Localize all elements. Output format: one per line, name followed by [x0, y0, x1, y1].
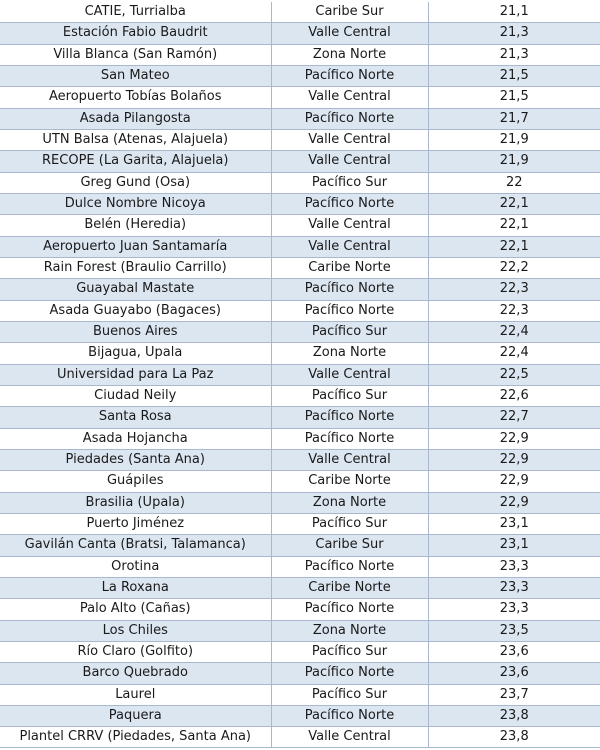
station-name-cell: Orotina — [0, 556, 271, 577]
region-cell: Pacífico Norte — [271, 556, 428, 577]
value-cell: 22,6 — [428, 385, 600, 406]
region-cell: Caribe Norte — [271, 577, 428, 598]
table-row — [0, 727, 600, 748]
region-cell: Zona Norte — [271, 620, 428, 641]
region-cell: Valle Central — [271, 727, 428, 748]
table-row — [0, 172, 600, 193]
table-row — [0, 87, 600, 108]
value-cell: 22,3 — [428, 279, 600, 300]
station-name-cell: Laurel — [0, 684, 271, 705]
region-cell: Pacífico Norte — [271, 428, 428, 449]
value-cell: 23,5 — [428, 620, 600, 641]
station-name-cell: Santa Rosa — [0, 407, 271, 428]
region-cell: Caribe Norte — [271, 257, 428, 278]
station-name-cell: Los Chiles — [0, 620, 271, 641]
station-name-cell: Asada Hojancha — [0, 428, 271, 449]
value-cell: 21,5 — [428, 87, 600, 108]
table-row — [0, 236, 600, 257]
table-row — [0, 343, 600, 364]
region-cell: Valle Central — [271, 151, 428, 172]
station-name-cell: Rain Forest (Braulio Carrillo) — [0, 257, 271, 278]
table-row — [0, 535, 600, 556]
table-row — [0, 151, 600, 172]
station-name-cell: Brasilia (Upala) — [0, 492, 271, 513]
region-cell: Pacífico Norte — [271, 193, 428, 214]
value-cell: 22 — [428, 172, 600, 193]
region-cell: Pacífico Sur — [271, 321, 428, 342]
table-row — [0, 257, 600, 278]
table-row — [0, 663, 600, 684]
station-name-cell: Plantel CRRV (Piedades, Santa Ana) — [0, 727, 271, 748]
value-cell: 21,3 — [428, 23, 600, 44]
region-cell: Pacífico Norte — [271, 279, 428, 300]
value-cell: 22,9 — [428, 471, 600, 492]
region-cell: Pacífico Sur — [271, 641, 428, 662]
value-cell: 22,4 — [428, 321, 600, 342]
table-row — [0, 556, 600, 577]
table-row — [0, 364, 600, 385]
station-name-cell: San Mateo — [0, 65, 271, 86]
value-cell: 23,3 — [428, 577, 600, 598]
value-cell: 22,1 — [428, 236, 600, 257]
station-name-cell: Barco Quebrado — [0, 663, 271, 684]
value-cell: 22,9 — [428, 428, 600, 449]
table-row — [0, 44, 600, 65]
table-row — [0, 65, 600, 86]
table-row — [0, 620, 600, 641]
region-cell: Pacífico Norte — [271, 407, 428, 428]
table-row — [0, 385, 600, 406]
value-cell: 22,9 — [428, 492, 600, 513]
region-cell: Pacífico Sur — [271, 684, 428, 705]
table-row — [0, 108, 600, 129]
station-temperature-table — [0, 2, 600, 748]
table-row — [0, 428, 600, 449]
station-name-cell: Guayabal Mastate — [0, 279, 271, 300]
region-cell: Pacífico Norte — [271, 65, 428, 86]
station-name-cell: Aeropuerto Tobías Bolaños — [0, 87, 271, 108]
region-cell: Pacífico Norte — [271, 108, 428, 129]
value-cell: 21,3 — [428, 44, 600, 65]
station-name-cell: RECOPE (La Garita, Alajuela) — [0, 151, 271, 172]
station-name-cell: Ciudad Neily — [0, 385, 271, 406]
table-row — [0, 321, 600, 342]
region-cell: Pacífico Norte — [271, 705, 428, 726]
value-cell: 22,7 — [428, 407, 600, 428]
table-row — [0, 449, 600, 470]
value-cell: 23,8 — [428, 727, 600, 748]
station-name-cell: Universidad para La Paz — [0, 364, 271, 385]
station-name-cell: Asada Pilangosta — [0, 108, 271, 129]
region-cell: Pacífico Norte — [271, 300, 428, 321]
station-name-cell: Estación Fabio Baudrit — [0, 23, 271, 44]
value-cell: 23,6 — [428, 641, 600, 662]
station-name-cell: Palo Alto (Cañas) — [0, 599, 271, 620]
value-cell: 22,3 — [428, 300, 600, 321]
station-name-cell: Gavilán Canta (Bratsi, Talamanca) — [0, 535, 271, 556]
value-cell: 23,1 — [428, 513, 600, 534]
value-cell: 22,1 — [428, 215, 600, 236]
table-row — [0, 300, 600, 321]
value-cell: 22,9 — [428, 449, 600, 470]
station-name-cell: CATIE, Turrialba — [0, 2, 271, 23]
station-name-cell: Guápiles — [0, 471, 271, 492]
table-row — [0, 471, 600, 492]
table-body — [0, 2, 600, 748]
value-cell: 23,3 — [428, 556, 600, 577]
region-cell: Caribe Sur — [271, 535, 428, 556]
table-row — [0, 23, 600, 44]
table-row — [0, 492, 600, 513]
station-name-cell: Greg Gund (Osa) — [0, 172, 271, 193]
value-cell: 22,4 — [428, 343, 600, 364]
region-cell: Pacífico Norte — [271, 663, 428, 684]
table-row — [0, 599, 600, 620]
value-cell: 22,2 — [428, 257, 600, 278]
table-row — [0, 641, 600, 662]
region-cell: Pacífico Sur — [271, 513, 428, 534]
station-name-cell: Bijagua, Upala — [0, 343, 271, 364]
station-name-cell: Asada Guayabo (Bagaces) — [0, 300, 271, 321]
value-cell: 21,1 — [428, 2, 600, 23]
region-cell: Pacífico Norte — [271, 599, 428, 620]
table-row — [0, 193, 600, 214]
value-cell: 21,5 — [428, 65, 600, 86]
value-cell: 21,9 — [428, 129, 600, 150]
value-cell: 21,7 — [428, 108, 600, 129]
table-row — [0, 129, 600, 150]
region-cell: Valle Central — [271, 449, 428, 470]
region-cell: Valle Central — [271, 215, 428, 236]
station-name-cell: Piedades (Santa Ana) — [0, 449, 271, 470]
station-name-cell: UTN Balsa (Atenas, Alajuela) — [0, 129, 271, 150]
value-cell: 23,1 — [428, 535, 600, 556]
station-name-cell: Aeropuerto Juan Santamaría — [0, 236, 271, 257]
region-cell: Pacífico Sur — [271, 172, 428, 193]
table-row — [0, 2, 600, 23]
region-cell: Zona Norte — [271, 44, 428, 65]
region-cell: Zona Norte — [271, 343, 428, 364]
value-cell: 23,7 — [428, 684, 600, 705]
station-name-cell: Buenos Aires — [0, 321, 271, 342]
station-name-cell: Paquera — [0, 705, 271, 726]
table-row — [0, 215, 600, 236]
station-name-cell: Dulce Nombre Nicoya — [0, 193, 271, 214]
table-row — [0, 279, 600, 300]
table-row — [0, 407, 600, 428]
value-cell: 22,5 — [428, 364, 600, 385]
table-row — [0, 577, 600, 598]
region-cell: Valle Central — [271, 23, 428, 44]
table-row — [0, 684, 600, 705]
region-cell: Caribe Norte — [271, 471, 428, 492]
value-cell: 23,8 — [428, 705, 600, 726]
station-name-cell: Belén (Heredia) — [0, 215, 271, 236]
region-cell: Pacífico Sur — [271, 385, 428, 406]
station-name-cell: La Roxana — [0, 577, 271, 598]
region-cell: Valle Central — [271, 364, 428, 385]
region-cell: Caribe Sur — [271, 2, 428, 23]
region-cell: Valle Central — [271, 129, 428, 150]
value-cell: 21,9 — [428, 151, 600, 172]
value-cell: 23,3 — [428, 599, 600, 620]
table-row — [0, 705, 600, 726]
value-cell: 22,1 — [428, 193, 600, 214]
station-name-cell: Puerto Jiménez — [0, 513, 271, 534]
value-cell: 23,6 — [428, 663, 600, 684]
station-name-cell: Río Claro (Golfito) — [0, 641, 271, 662]
table-row — [0, 513, 600, 534]
station-name-cell: Villa Blanca (San Ramón) — [0, 44, 271, 65]
region-cell: Zona Norte — [271, 492, 428, 513]
region-cell: Valle Central — [271, 236, 428, 257]
region-cell: Valle Central — [271, 87, 428, 108]
